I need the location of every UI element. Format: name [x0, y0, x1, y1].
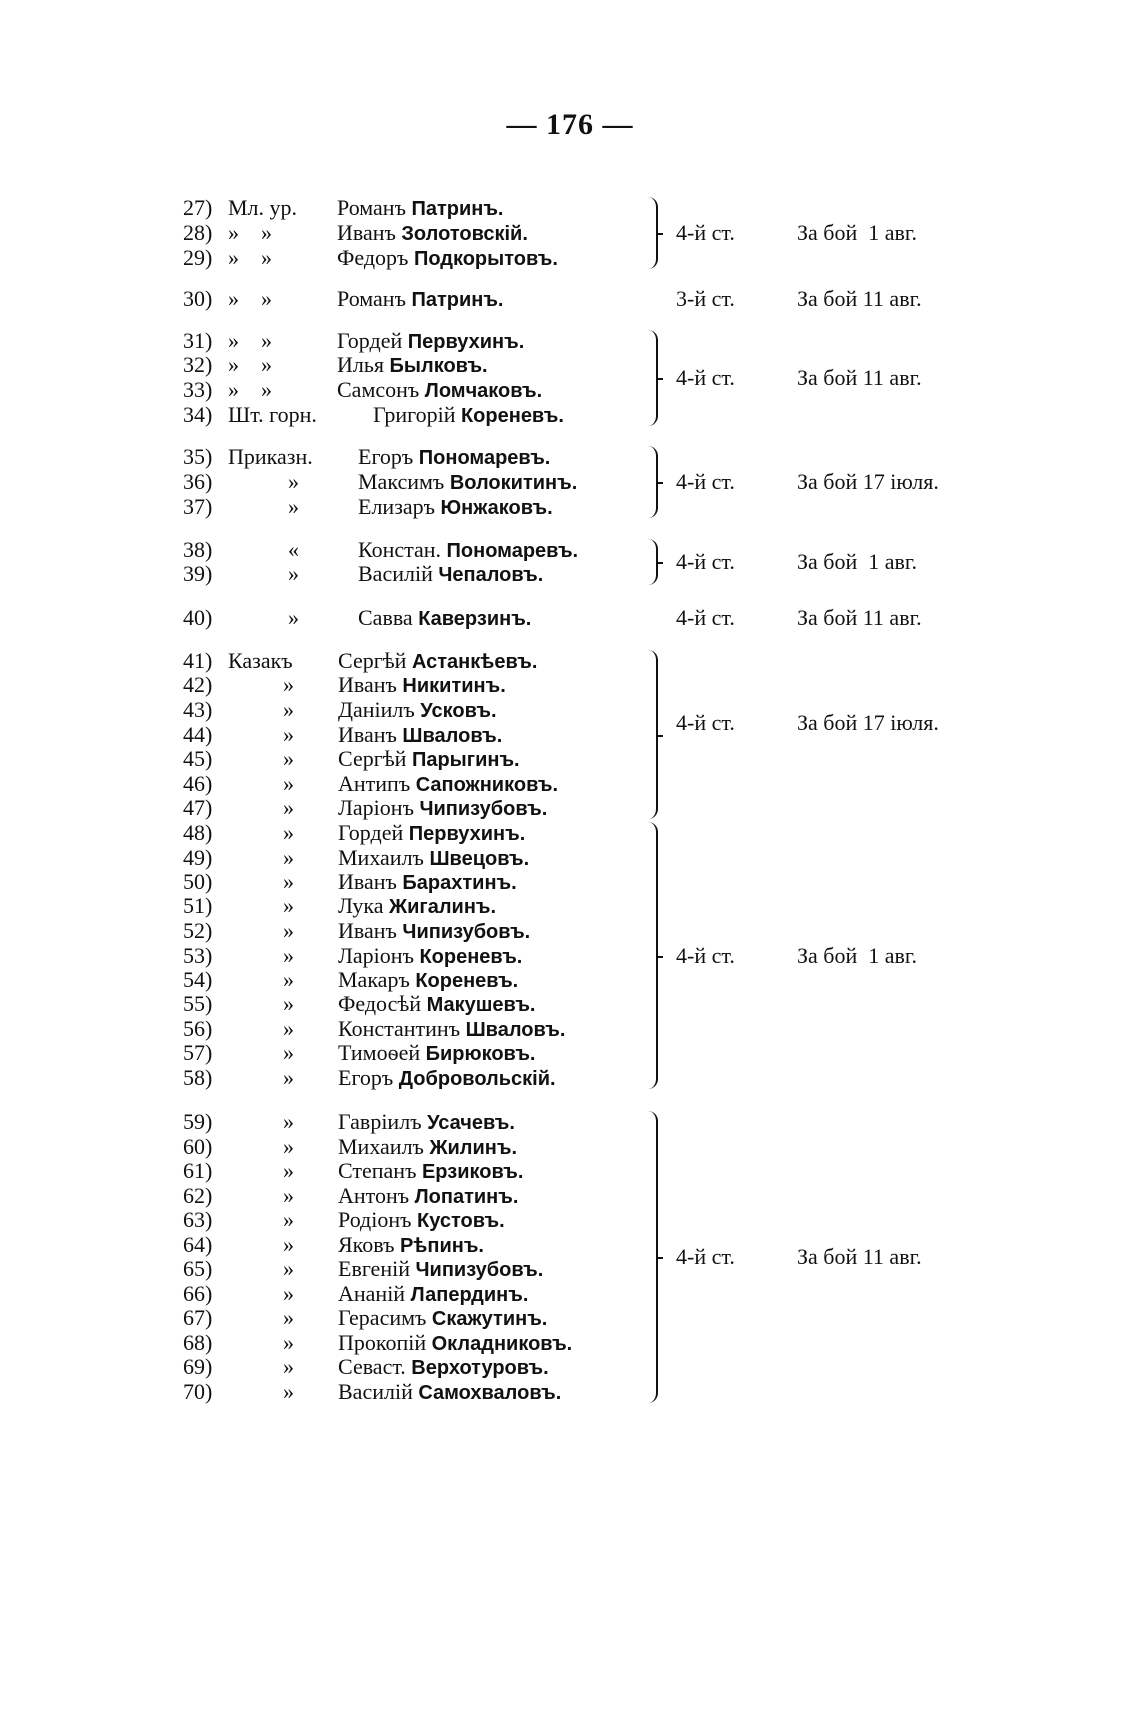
entry-rank: » » — [228, 245, 272, 270]
list-item — [0, 893, 640, 919]
surname: Чипизубовъ. — [419, 798, 548, 820]
award-reason: За бой 11 авг. — [797, 605, 922, 630]
entry-name — [338, 1040, 536, 1067]
award-grade: 4-й ст. — [676, 605, 735, 630]
group-brace-tip — [656, 233, 663, 235]
given-name: Иванъ — [338, 672, 403, 697]
group-brace-tip — [656, 1257, 663, 1259]
list-item — [0, 943, 640, 969]
entry-name — [338, 1016, 565, 1043]
entry-number: 28) — [183, 220, 213, 245]
entry-name — [338, 893, 496, 920]
entry-name — [338, 1158, 523, 1185]
entry-number: 50) — [183, 869, 213, 894]
given-name: Сергѣй — [338, 648, 412, 673]
list-item — [0, 869, 640, 895]
entry-number: 37) — [183, 494, 213, 519]
given-name: Федосѣй — [338, 991, 427, 1016]
list-item — [0, 697, 640, 723]
entry-rank: » — [283, 1183, 294, 1208]
entry-number: 54) — [183, 967, 213, 992]
award-grade: 4-й ст. — [676, 943, 735, 968]
entry-name — [338, 1065, 556, 1092]
surname: Жилинъ. — [429, 1137, 518, 1159]
entry-rank: » — [283, 1040, 294, 1065]
surname: Лопатинъ. — [414, 1186, 519, 1208]
entry-rank: Казакъ — [228, 648, 293, 673]
entry-rank: » — [283, 1134, 294, 1159]
entry-rank: » — [283, 1305, 294, 1330]
entry-number: 38) — [183, 537, 213, 562]
entry-number: 45) — [183, 746, 213, 771]
list-item — [0, 967, 640, 993]
list-item — [0, 1354, 640, 1380]
entry-number: 48) — [183, 820, 213, 845]
entry-rank: » — [288, 605, 299, 630]
entry-name — [338, 1232, 484, 1259]
list-item — [0, 820, 640, 846]
list-item — [0, 795, 640, 821]
surname: Шваловъ. — [465, 1019, 566, 1041]
list-item — [0, 1183, 640, 1209]
list-item — [0, 672, 640, 698]
surname: Ерзиковъ. — [421, 1161, 524, 1183]
entry-number: 61) — [183, 1158, 213, 1183]
surname: Усковъ. — [420, 700, 497, 722]
list-item — [0, 1065, 640, 1091]
entry-number: 41) — [183, 648, 213, 673]
list-item — [0, 845, 640, 871]
entry-number: 56) — [183, 1016, 213, 1041]
award-grade: 4-й ст. — [676, 549, 735, 574]
entry-number: 40) — [183, 605, 213, 630]
award-reason: За бой 17 іюля. — [797, 469, 939, 494]
surname: Никитинъ. — [402, 675, 506, 697]
list-item — [0, 1158, 640, 1184]
award-reason: За бой 17 іюля. — [797, 710, 939, 735]
given-name: Елизаръ — [358, 494, 441, 519]
list-item — [0, 918, 640, 944]
entry-name — [358, 444, 550, 471]
entry-name — [338, 648, 537, 675]
group-brace-tip — [656, 735, 663, 737]
given-name: Севаст. — [338, 1354, 412, 1379]
surname: Кореневъ. — [419, 946, 523, 968]
surname: Пономаревъ. — [418, 447, 551, 469]
entry-name — [338, 1305, 547, 1332]
surname: Шваловъ. — [402, 725, 503, 747]
list-item — [0, 195, 640, 221]
surname: Окладниковъ. — [431, 1333, 573, 1355]
given-name: Иванъ — [337, 220, 402, 245]
surname: Рѣпинъ. — [399, 1235, 484, 1257]
given-name: Константинъ — [338, 1016, 466, 1041]
entry-rank: » — [283, 1065, 294, 1090]
entry-number: 31) — [183, 328, 213, 353]
entry-name — [338, 1256, 543, 1283]
list-item — [0, 991, 640, 1017]
list-item — [0, 1207, 640, 1233]
entry-rank: » — [283, 918, 294, 943]
entry-rank: » — [283, 1281, 294, 1306]
list-item — [0, 402, 640, 428]
given-name: Степанъ — [338, 1158, 422, 1183]
list-item — [0, 469, 640, 495]
list-item — [0, 377, 640, 403]
group-brace-tip — [656, 956, 663, 958]
entry-rank: » » — [228, 352, 272, 377]
surname: Золотовскій. — [401, 223, 528, 245]
entry-number: 51) — [183, 893, 213, 918]
award-grade: 4-й ст. — [676, 1244, 735, 1269]
given-name: Василій — [358, 561, 439, 586]
given-name: Гордей — [337, 328, 408, 353]
given-name: Ларіонъ — [338, 795, 420, 820]
list-item — [0, 220, 640, 246]
given-name: Евгеній — [338, 1256, 416, 1281]
award-reason: За бой 1 авг. — [797, 943, 917, 968]
list-item — [0, 494, 640, 520]
entry-rank: » — [288, 494, 299, 519]
entry-rank: » — [283, 771, 294, 796]
entry-number: 35) — [183, 444, 213, 469]
entry-number: 32) — [183, 352, 213, 377]
given-name: Герасимъ — [338, 1305, 432, 1330]
group-brace-tip — [656, 562, 663, 564]
entry-rank: » — [283, 722, 294, 747]
entry-rank: » — [283, 1330, 294, 1355]
entry-name — [338, 967, 518, 994]
entry-number: 60) — [183, 1134, 213, 1159]
entry-name — [338, 1330, 572, 1357]
entry-rank: » — [283, 991, 294, 1016]
entry-number: 66) — [183, 1281, 213, 1306]
given-name: Лука — [338, 893, 389, 918]
group-brace-tip — [656, 378, 663, 380]
entry-rank: » — [283, 1158, 294, 1183]
surname: Лапердинъ. — [410, 1284, 529, 1306]
list-item — [0, 352, 640, 378]
list-item — [0, 245, 640, 271]
entry-number: 36) — [183, 469, 213, 494]
entry-name — [338, 771, 558, 798]
entry-number: 57) — [183, 1040, 213, 1065]
entry-name — [358, 469, 577, 496]
list-item — [0, 1232, 640, 1258]
surname: Каверзинъ. — [418, 608, 532, 630]
entry-rank: » — [283, 1207, 294, 1232]
entry-number: 46) — [183, 771, 213, 796]
given-name: Самсонъ — [337, 377, 425, 402]
surname: Юнжаковъ. — [440, 497, 553, 519]
entry-name — [338, 672, 506, 699]
entry-rank: » — [283, 943, 294, 968]
surname: Самохваловъ. — [418, 1382, 562, 1404]
award-reason: За бой 1 авг. — [797, 220, 917, 245]
entry-name — [337, 377, 542, 404]
surname: Чипизубовъ. — [402, 921, 531, 943]
given-name: Романъ — [337, 286, 412, 311]
surname: Ломчаковъ. — [424, 380, 543, 402]
given-name: Даніилъ — [338, 697, 421, 722]
entry-name — [338, 1109, 515, 1136]
given-name: Констан. — [358, 537, 447, 562]
surname: Скажутинъ. — [431, 1308, 548, 1330]
surname: Парыгинъ. — [411, 749, 520, 771]
surname: Чепаловъ. — [438, 564, 544, 586]
entry-number: 47) — [183, 795, 213, 820]
given-name: Савва — [358, 605, 419, 630]
entry-rank: » » — [228, 328, 272, 353]
entry-number: 33) — [183, 377, 213, 402]
award-reason: За бой 11 авг. — [797, 365, 922, 390]
entry-number: 55) — [183, 991, 213, 1016]
given-name: Михаилъ — [338, 1134, 430, 1159]
list-item — [0, 1016, 640, 1042]
entry-rank: » — [283, 967, 294, 992]
entry-rank: » » — [228, 286, 272, 311]
given-name: Антипъ — [338, 771, 416, 796]
entry-rank: » — [283, 1109, 294, 1134]
list-item — [0, 1256, 640, 1282]
award-grade: 4-й ст. — [676, 469, 735, 494]
entry-name — [338, 991, 535, 1018]
entry-rank: » » — [228, 377, 272, 402]
entry-number: 29) — [183, 245, 213, 270]
entry-name — [338, 697, 497, 724]
surname: Усачевъ. — [427, 1112, 515, 1134]
entry-number: 53) — [183, 943, 213, 968]
given-name: Ларіонъ — [338, 943, 420, 968]
entry-rank: » — [283, 746, 294, 771]
surname: Астанкѣевъ. — [411, 651, 538, 673]
given-name: Гавріилъ — [338, 1109, 428, 1134]
given-name: Тимоѳей — [338, 1040, 426, 1065]
entry-rank: » — [283, 697, 294, 722]
surname: Барахтинъ. — [402, 872, 517, 894]
surname: Чипизубовъ. — [415, 1259, 544, 1281]
entry-name — [338, 1354, 549, 1381]
entry-number: 39) — [183, 561, 213, 586]
entry-name — [358, 537, 578, 564]
entry-number: 59) — [183, 1109, 213, 1134]
entry-rank: » — [283, 1354, 294, 1379]
entry-name — [358, 561, 543, 588]
entry-rank: » — [283, 845, 294, 870]
surname: Патринъ. — [411, 198, 504, 220]
entry-name — [337, 328, 524, 355]
surname: Кореневъ. — [460, 405, 564, 427]
entry-rank: » — [283, 672, 294, 697]
surname: Макушевъ. — [426, 994, 536, 1016]
entry-rank: » — [283, 1256, 294, 1281]
page-number: — 176 — — [506, 108, 634, 141]
entry-rank: » — [283, 1232, 294, 1257]
surname: Швецовъ. — [429, 848, 530, 870]
entry-number: 64) — [183, 1232, 213, 1257]
entry-name — [358, 494, 553, 521]
entry-number: 68) — [183, 1330, 213, 1355]
given-name: Родіонъ — [338, 1207, 418, 1232]
given-name: Сергѣй — [338, 746, 412, 771]
list-item — [0, 648, 640, 674]
list-item — [0, 1330, 640, 1356]
award-grade: 4-й ст. — [676, 220, 735, 245]
list-item — [0, 746, 640, 772]
given-name: Федоръ — [337, 245, 414, 270]
entry-rank: « — [288, 537, 299, 562]
entry-name — [358, 605, 531, 632]
entry-name — [338, 1183, 518, 1210]
given-name: Ананій — [338, 1281, 411, 1306]
list-item — [0, 1134, 640, 1160]
given-name: Прокопій — [338, 1330, 432, 1355]
entry-number: 67) — [183, 1305, 213, 1330]
entry-number: 65) — [183, 1256, 213, 1281]
entry-number: 69) — [183, 1354, 213, 1379]
list-item — [0, 286, 640, 312]
entry-name — [338, 845, 529, 872]
surname: Жигалинъ. — [389, 896, 497, 918]
entry-number: 34) — [183, 402, 213, 427]
entry-rank: Приказн. — [228, 444, 313, 469]
given-name: Илья — [337, 352, 390, 377]
given-name: Василій — [338, 1379, 419, 1404]
entry-name — [338, 943, 522, 970]
surname: Волокитинъ. — [449, 472, 578, 494]
list-item — [0, 561, 640, 587]
surname: Кореневъ. — [415, 970, 519, 992]
given-name: Егоръ — [338, 1065, 399, 1090]
entry-name — [338, 1281, 528, 1308]
award-grade: 4-й ст. — [676, 365, 735, 390]
list-item — [0, 1281, 640, 1307]
award-grade: 3-й ст. — [676, 286, 735, 311]
entry-number: 30) — [183, 286, 213, 311]
entry-name — [337, 195, 504, 222]
entry-rank: » — [283, 1379, 294, 1404]
entry-rank: » — [283, 820, 294, 845]
entry-number: 62) — [183, 1183, 213, 1208]
list-item — [0, 605, 640, 631]
entry-number: 52) — [183, 918, 213, 943]
given-name: Григорій — [373, 402, 461, 427]
entry-number: 44) — [183, 722, 213, 747]
surname: Верхотуровъ. — [411, 1357, 549, 1379]
award-reason: За бой 11 авг. — [797, 1244, 922, 1269]
entry-number: 42) — [183, 672, 213, 697]
list-item — [0, 328, 640, 354]
group-brace-tip — [656, 482, 663, 484]
surname: Кустовъ. — [417, 1210, 505, 1232]
entry-name — [338, 722, 502, 749]
list-item — [0, 1379, 640, 1405]
entry-name — [337, 245, 558, 272]
surname: Пономаревъ. — [446, 540, 579, 562]
given-name: Романъ — [337, 195, 412, 220]
entry-number: 43) — [183, 697, 213, 722]
given-name: Яковъ — [338, 1232, 400, 1257]
entry-name — [338, 795, 547, 822]
entry-rank: » — [283, 893, 294, 918]
given-name: Иванъ — [338, 722, 403, 747]
entry-number: 27) — [183, 195, 213, 220]
entry-name — [337, 286, 504, 313]
list-item — [0, 1040, 640, 1066]
entry-name — [338, 1134, 517, 1161]
surname: Первухинъ. — [408, 823, 526, 845]
list-item — [0, 771, 640, 797]
award-reason: За бой 1 авг. — [797, 549, 917, 574]
entry-rank: » — [283, 1016, 294, 1041]
surname: Подкорытовъ. — [413, 248, 558, 270]
surname: Патринъ. — [411, 289, 504, 311]
surname: Бирюковъ. — [425, 1043, 536, 1065]
given-name: Егоръ — [358, 444, 419, 469]
list-item — [0, 1109, 640, 1135]
entry-rank: » — [288, 561, 299, 586]
given-name: Макаръ — [338, 967, 416, 992]
list-item — [0, 722, 640, 748]
entry-rank: Шт. горн. — [228, 402, 317, 427]
entry-name — [338, 820, 525, 847]
given-name: Иванъ — [338, 918, 403, 943]
entry-name — [337, 220, 528, 247]
entry-rank: » — [283, 795, 294, 820]
surname: Сапожниковъ. — [415, 774, 558, 796]
entry-name — [338, 746, 520, 773]
surname: Первухинъ. — [407, 331, 525, 353]
given-name: Максимъ — [358, 469, 450, 494]
given-name: Иванъ — [338, 869, 403, 894]
entry-number: 58) — [183, 1065, 213, 1090]
given-name: Антонъ — [338, 1183, 415, 1208]
award-grade: 4-й ст. — [676, 710, 735, 735]
list-item — [0, 537, 640, 563]
entry-rank: » » — [228, 220, 272, 245]
entry-name — [338, 1207, 505, 1234]
entry-name — [373, 402, 564, 429]
award-reason: За бой 11 авг. — [797, 286, 922, 311]
entry-name — [338, 1379, 561, 1406]
entry-number: 70) — [183, 1379, 213, 1404]
surname: Добровольскій. — [398, 1068, 556, 1090]
entry-name — [338, 918, 530, 945]
entry-name — [337, 352, 488, 379]
given-name: Гордей — [338, 820, 409, 845]
list-item — [0, 1305, 640, 1331]
entry-number: 49) — [183, 845, 213, 870]
entry-rank: » — [288, 469, 299, 494]
entry-rank: Мл. ур. — [228, 195, 298, 220]
entry-rank: » — [283, 869, 294, 894]
list-item — [0, 444, 640, 470]
given-name: Михаилъ — [338, 845, 430, 870]
surname: Былковъ. — [389, 355, 488, 377]
entry-name — [338, 869, 517, 896]
entry-number: 63) — [183, 1207, 213, 1232]
